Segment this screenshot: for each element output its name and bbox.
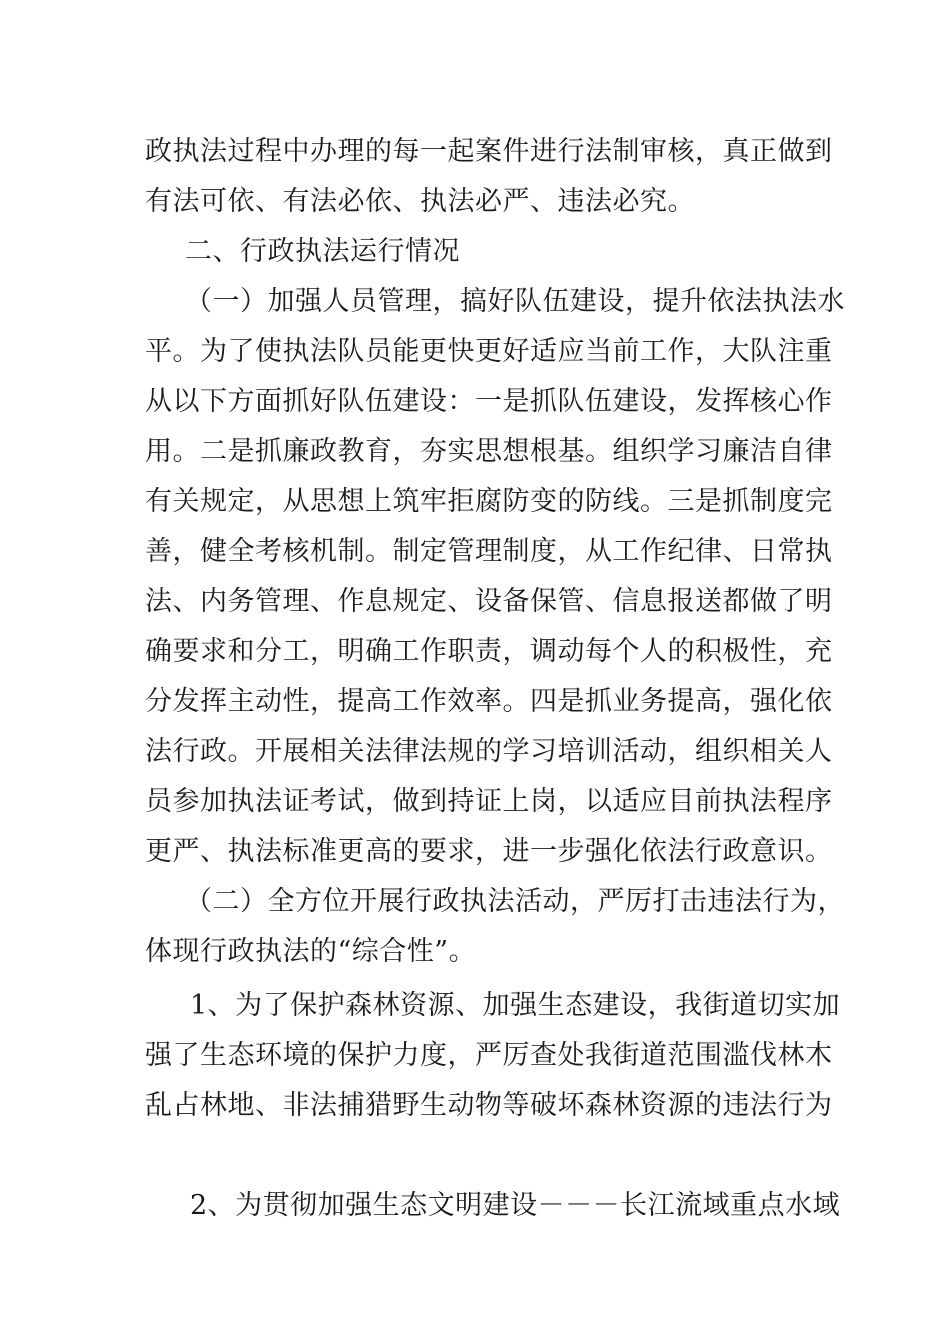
subsection-heading: （一）加强人员管理，搞好队伍建设，提升依法执法水 — [185, 286, 845, 317]
text-line: 法、内务管理、作息规定、设备保管、信息报送都做了明 — [145, 586, 833, 617]
text-line: 平。为了使执法队员能更快更好适应当前工作，大队注重 — [145, 336, 833, 367]
section-heading: 二、行政执法运行情况 — [185, 236, 460, 267]
text-line: 善，健全考核机制。制定管理制度，从工作纪律、日常执 — [145, 536, 833, 567]
text-line: 从以下方面抓好队伍建设：一是抓队伍建设，发挥核心作 — [145, 386, 833, 417]
text-line: 体现行政执法的“综合性”。 — [145, 936, 477, 967]
text-line: 强了生态环境的保护力度，严厉查处我街道范围滥伐林木 — [145, 1040, 833, 1071]
text-line: 乱占林地、非法捕猎野生动物等破坏森林资源的违法行为 — [145, 1090, 833, 1121]
text-line: 更严、执法标准更高的要求，进一步强化依法行政意识。 — [145, 836, 833, 867]
text-line: 有关规定，从思想上筑牢拒腐防变的防线。三是抓制度完 — [145, 486, 833, 517]
text-line: 有法可依、有法必依、执法必严、违法必究。 — [145, 186, 695, 217]
numbered-item: 2、为贯彻加强生态文明建设－－－长江流域重点水域 — [190, 1190, 841, 1221]
numbered-item: 1、为了保护森林资源、加强生态建设，我街道切实加 — [190, 990, 841, 1021]
subsection-heading: （二）全方位开展行政执法活动，严厉打击违法行为， — [185, 886, 845, 917]
text-line: 确要求和分工，明确工作职责，调动每个人的积极性，充 — [145, 636, 833, 667]
text-line: 政执法过程中办理的每一起案件进行法制审核，真正做到 — [145, 136, 833, 167]
text-line: 员参加执法证考试，做到持证上岗，以适应目前执法程序 — [145, 786, 833, 817]
text-line: 用。二是抓廉政教育，夯实思想根基。组织学习廉洁自律 — [145, 436, 833, 467]
text-line: 分发挥主动性，提高工作效率。四是抓业务提高，强化依 — [145, 686, 833, 717]
text-line: 法行政。开展相关法律法规的学习培训活动，组织相关人 — [145, 736, 833, 767]
